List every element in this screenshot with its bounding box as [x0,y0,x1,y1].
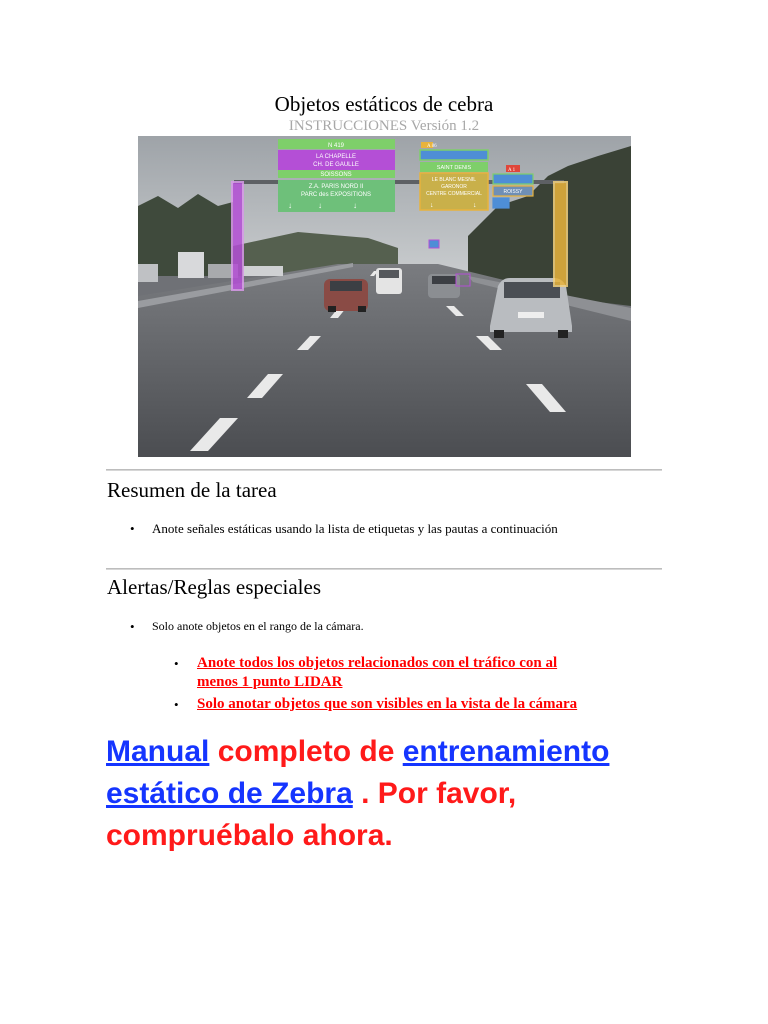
document-title: Objetos estáticos de cebra [274,92,494,116]
list-item-text: Anote señales estáticas usando la lista de etiquetas y las pautas a continuación [152,521,558,536]
section-divider [106,469,662,471]
sign-text: ROISSY [503,189,523,195]
section-heading-summary: Resumen de la tarea [107,478,277,502]
section-heading-alerts: Alertas/Reglas especiales [107,575,321,599]
sign-text: SAINT DENIS [436,165,472,171]
arrow-down-icon: ↓ [318,201,322,210]
list-item-text: Solo anote objetos en el rango de la cámara. [152,619,364,633]
sign-text: LA CHAPELLE [315,154,357,160]
bullet-icon: • [174,656,179,671]
manual-text: completo de [209,735,403,768]
pole-annotation-left [232,182,243,290]
zebra-static-link[interactable]: estático de Zebra [106,777,353,810]
red-list-item-text: menos 1 punto LIDAR [197,674,343,690]
arrow-down-icon: ↓ [430,201,434,209]
sign-group-center [420,142,488,210]
sign-text: SOISSONS [320,172,352,178]
section-divider [106,568,662,570]
distant-sign-annotation [429,240,439,248]
list-item [130,521,558,537]
sign-text: Z.A. PARIS NORD II [308,184,364,190]
document-subtitle: INSTRUCCIONES Versión 1.2 [288,118,480,134]
arrow-down-icon: ↓ [473,201,477,209]
sign-text: GARONOR [441,184,467,190]
manual-line [106,773,706,815]
manual-link[interactable]: Manual [106,735,210,768]
red-list-item-text: Solo anotar objetos que son visibles en la vista de la cámara [197,696,578,712]
car-white-van [376,268,402,294]
bullet-icon: • [130,619,135,634]
sign-text: CENTRE COMMERCIAL [426,191,482,197]
photo-illustration [138,136,631,457]
arrow-down-icon: ↓ [353,201,357,210]
red-list-item [174,654,557,692]
manual-line [106,731,706,773]
list-item [130,619,364,635]
red-list-item-text: Anote todos los objetos relacionados con el tráfico con al [197,655,558,671]
arrow-down-icon: ↓ [288,201,292,210]
sign-text: CH. DE GAULLE [313,162,359,168]
manual-callout [106,731,706,857]
sign-text: N 419 [327,143,345,149]
red-list-item [174,695,577,714]
bullet-icon: • [174,697,179,712]
sign-text: A 1 [508,168,516,173]
sign-text: PARC des EXPOSITIONS [301,192,371,198]
pole-annotation-right [554,182,567,286]
sign-text: A 86 [427,144,437,149]
car-gray [428,274,460,298]
manual-text: . Por favor, [352,777,517,810]
car-red [324,279,368,312]
manual-line [106,815,706,857]
manual-text: compruébalo ahora. [106,819,393,852]
sign-text: LE BLANC MESNIL [431,177,477,183]
training-link[interactable]: entrenamiento [402,735,610,768]
highway-camera-photo [138,136,631,457]
bullet-icon: • [130,521,135,536]
